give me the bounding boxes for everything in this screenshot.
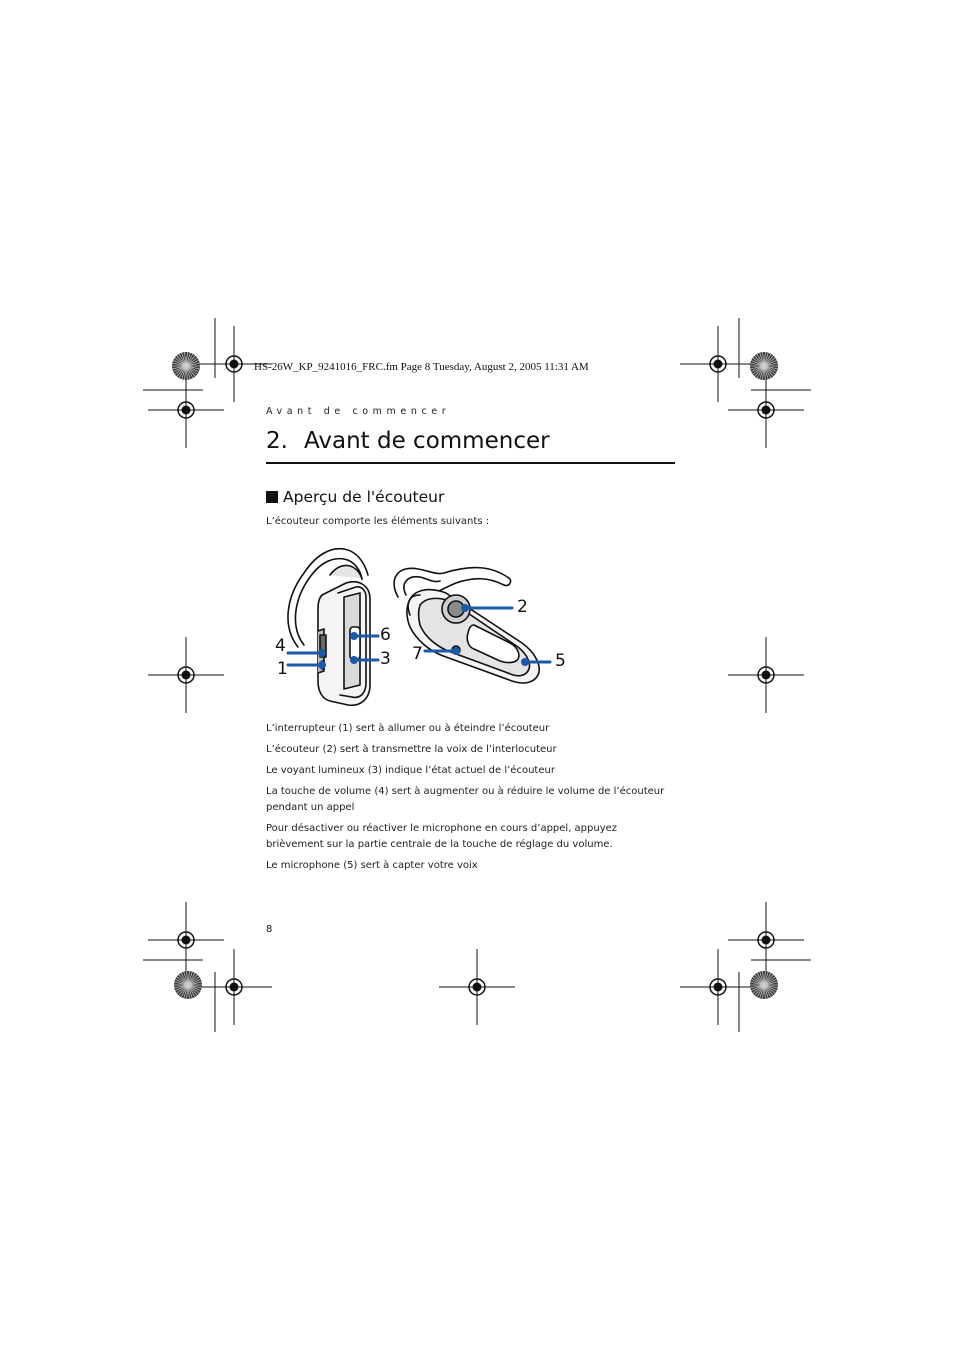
page-number: 8 bbox=[266, 924, 273, 935]
callout-7: 7 bbox=[412, 644, 423, 664]
right-ear-hook bbox=[394, 568, 510, 597]
star-target bbox=[174, 971, 202, 999]
section-title-text: Aperçu de l'écouteur bbox=[283, 488, 445, 506]
callout-5: 5 bbox=[555, 651, 566, 671]
star-target bbox=[750, 971, 778, 999]
star-target bbox=[750, 352, 778, 380]
running-head: Avant de commencer bbox=[266, 406, 451, 417]
chapter-title-text: Avant de commencer bbox=[304, 428, 550, 454]
callout-2: 2 bbox=[517, 597, 528, 617]
callout-3: 3 bbox=[380, 649, 391, 669]
paragraph-switch: L’interrupteur (1) sert à allumer ou à éteindre l’écouteur bbox=[266, 723, 550, 734]
registration-target bbox=[680, 949, 756, 1025]
paragraph-indicator: Le voyant lumineux (3) indique l’état actuel de l’écouteur bbox=[266, 765, 555, 776]
paragraph-earpiece: L’écouteur (2) sert à transmettre la voix de l’interlocuteur bbox=[266, 744, 557, 755]
callout-6: 6 bbox=[380, 625, 391, 645]
registration-target bbox=[728, 637, 804, 713]
registration-target bbox=[728, 372, 804, 448]
registration-target bbox=[196, 949, 272, 1025]
registration-target bbox=[439, 949, 515, 1025]
callout-1: 1 bbox=[277, 659, 288, 679]
framemaker-header: HS-26W_KP_9241016_FRC.fm Page 8 Tuesday, August 2, 2005 11:31 AM bbox=[254, 361, 589, 373]
paragraph-microphone: Le microphone (5) sert à capter votre voix bbox=[266, 860, 478, 871]
registration-target bbox=[148, 637, 224, 713]
headset-figure bbox=[260, 535, 590, 715]
registration-target bbox=[680, 326, 756, 402]
registration-target bbox=[148, 372, 224, 448]
chapter-number: 2. bbox=[266, 428, 288, 454]
title-rule bbox=[266, 462, 675, 464]
section-bullet-icon bbox=[266, 491, 278, 503]
star-target bbox=[172, 352, 200, 380]
registration-target bbox=[148, 902, 224, 978]
section-intro: L’écouteur comporte les éléments suivants : bbox=[266, 516, 490, 527]
callout-4: 4 bbox=[275, 636, 286, 656]
registration-target bbox=[728, 902, 804, 978]
section-title bbox=[266, 488, 444, 506]
paragraph-mute: Pour désactiver ou réactiver le microphone en cours d’appel, appuyez brièvement sur la partie centrale de la touche de réglage du volume. bbox=[266, 823, 618, 850]
paragraph-volume: La touche de volume (4) sert à augmenter ou à réduire le volume de l’écouteur pendant un appel bbox=[266, 786, 665, 813]
chapter-title bbox=[266, 428, 550, 454]
